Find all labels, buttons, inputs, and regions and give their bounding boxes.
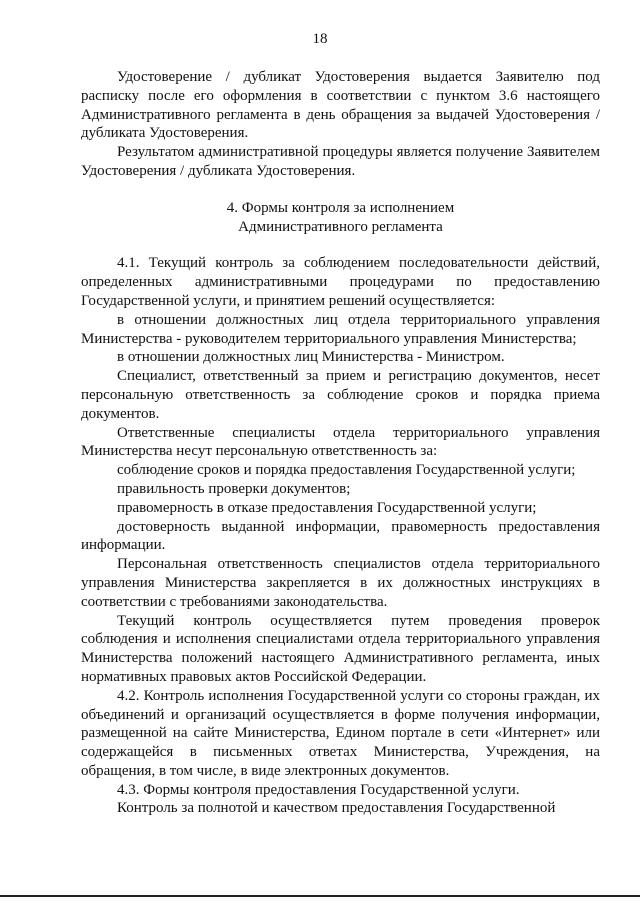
paragraph: 4.1. Текущий контроль за соблюдением последовательности действий, определенных административными процедурами по предоставлению Государственной услуги, и принятием решений осуществляется: xyxy=(81,255,600,309)
paragraph: достоверность выданной информации, правомерность предоставления информации. xyxy=(81,518,600,554)
paragraph: Результатом административной процедуры является получение Заявителем Удостоверения / дубликата Удостоверения. xyxy=(81,144,600,179)
page-number: 18 xyxy=(312,31,328,47)
page-content xyxy=(81,68,600,818)
paragraph: соблюдение сроков и порядка предоставления Государственной услуги; xyxy=(117,462,576,479)
paragraph: Удостоверение / дубликат Удостоверения выдается Заявителю под расписку после его оформления в соответствии с пунктом 3.6 настоящего Административного регламента в день обращения за выдачей Удостоверения / дубликата Удостоверения. xyxy=(81,69,600,142)
paragraph: Персональная ответственность специалистов отдела территориального управления Министерства закрепляется в их должностных инструкциях в соответствии с требованиями законодательства. xyxy=(81,556,600,610)
scan-edge-line xyxy=(0,895,640,897)
paragraph: в отношении должностных лиц отдела территориального управления Министерства - руководителем территориального управления Министерства; xyxy=(81,311,600,347)
paragraph: 4.2. Контроль исполнения Государственной услуги со стороны граждан, их объединений и организаций осуществляется в форме получения информации, размещенной на сайте Министерства, Едином портале в сети «Интернет» или содержащейся в письменных ответах Министерства, Учреждения, на обращения, в том числе, в виде электронных документов. xyxy=(81,687,600,779)
paragraph: Специалист, ответственный за прием и регистрацию документов, несет персональную ответственность за соблюдение сроков и порядка приема документов. xyxy=(81,368,600,422)
section-heading-line: 4. Формы контроля за исполнением xyxy=(226,199,455,216)
paragraph: в отношении должностных лиц Министерства - Министром. xyxy=(117,349,505,366)
paragraph: Контроль за полнотой и качеством предоставления Государственной xyxy=(117,800,556,817)
section-heading xyxy=(81,199,600,237)
paragraph: 4.3. Формы контроля предоставления Государственной услуги. xyxy=(117,781,520,798)
paragraph: правильность проверки документов; xyxy=(117,480,351,497)
paragraph: Текущий контроль осуществляется путем проведения проверок соблюдения и исполнения специалистами отдела территориального управления Министерства положений настоящего Административного регламента, иных нормативных правовых актов Российской Федерации. xyxy=(81,612,600,685)
paragraph: правомерность в отказе предоставления Государственной услуги; xyxy=(117,499,537,516)
paragraph: Ответственные специалисты отдела территориального управления Министерства несут персональную ответственность за: xyxy=(81,424,600,460)
section-heading-line: Административного регламента xyxy=(238,218,443,235)
